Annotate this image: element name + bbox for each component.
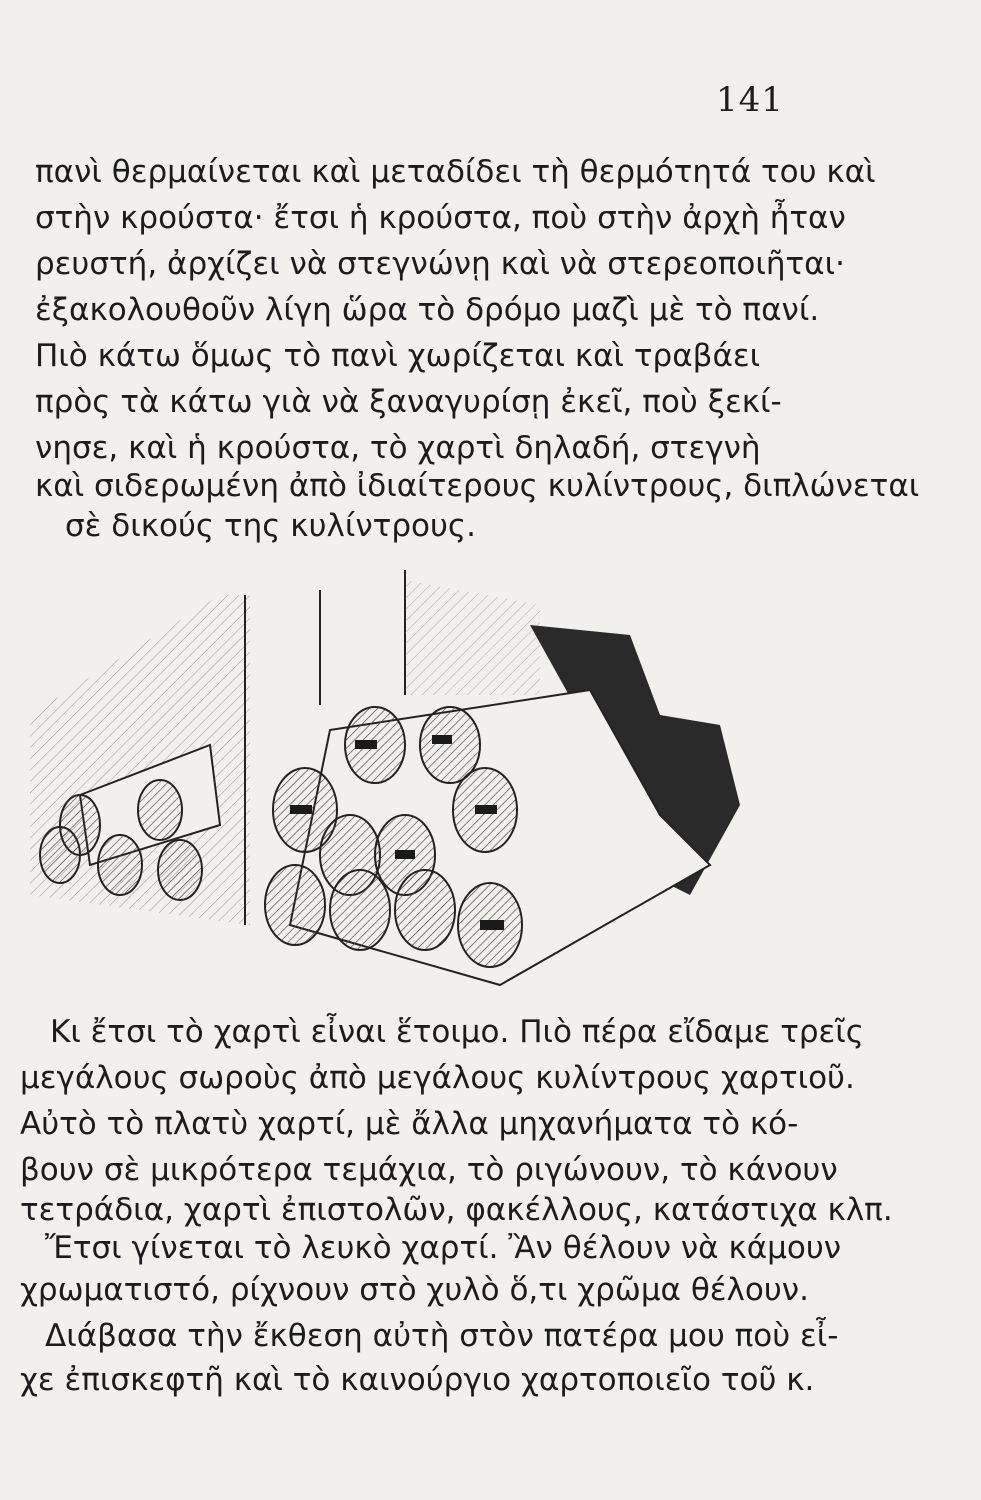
- text-line: νησε, καὶ ἡ κρούστα, τὸ χαρτὶ δηλαδή, στεγνὴ: [35, 430, 761, 466]
- text-line: βουν σὲ μικρότερα τεμάχια, τὸ ριγώνουν, τὸ κάνουν: [20, 1152, 838, 1188]
- text-line: σὲ δικούς της κυλίντρους.: [65, 508, 476, 544]
- text-line: ρευστή, ἀρχίζει νὰ στεγνώνῃ καὶ νὰ στερεοποιῆται·: [35, 246, 845, 282]
- text-line: ἐξακολουθοῦν λίγη ὥρα τὸ δρόμο μαζὶ μὲ τὸ πανί.: [35, 292, 820, 328]
- text-line: χρωματιστό, ρίχνουν στὸ χυλὸ ὅ,τι χρῶμα θέλουν.: [20, 1272, 809, 1308]
- text-line: Ἔτσι γίνεται τὸ λευκὸ χαρτί. Ἂν θέλουν νὰ κάμουν: [45, 1230, 842, 1266]
- text-line: χε ἐπισκεφτῆ καὶ τὸ καινούργιο χαρτοποιεῖο τοῦ κ.: [20, 1362, 815, 1398]
- page-number: 141: [716, 80, 784, 120]
- back-wall-shading: [405, 580, 540, 695]
- text-line: Αὐτὸ τὸ πλατὺ χαρτί, μὲ ἄλλα μηχανήματα τὸ κό-: [20, 1106, 799, 1142]
- text-line: στὴν κρούστα· ἔτσι ἡ κρούστα, ποὺ στὴν ἀρχὴ ἦταν: [35, 200, 846, 236]
- text-line: τετράδια, χαρτὶ ἐπιστολῶν, φακέλλους, κατάστιχα κλπ.: [20, 1192, 893, 1228]
- paper-rolls-illustration: [20, 565, 820, 1010]
- text-line: Κι ἔτσι τὸ χαρτὶ εἶναι ἕτοιμο. Πιὸ πέρα εἴδαμε τρεῖς: [50, 1014, 864, 1050]
- text-line: πανὶ θερμαίνεται καὶ μεταδίδει τὴ θερμότητά του καὶ: [35, 154, 876, 190]
- text-line: μεγάλους σωροὺς ἀπὸ μεγάλους κυλίντρους χαρτιοῦ.: [20, 1060, 855, 1096]
- text-line: Διάβασα τὴν ἔκθεση αὐτὴ στὸν πατέρα μου ποὺ εἶ-: [45, 1318, 839, 1354]
- text-line: πρὸς τὰ κάτω γιὰ νὰ ξαναγυρίσῃ ἐκεῖ, ποὺ ξεκί-: [35, 384, 782, 420]
- text-line: καὶ σιδερωμένη ἀπὸ ἰδιαίτερους κυλίντρους, διπλώνεται: [35, 468, 920, 504]
- text-line: Πιὸ κάτω ὅμως τὸ πανὶ χωρίζεται καὶ τραβάει: [35, 338, 761, 374]
